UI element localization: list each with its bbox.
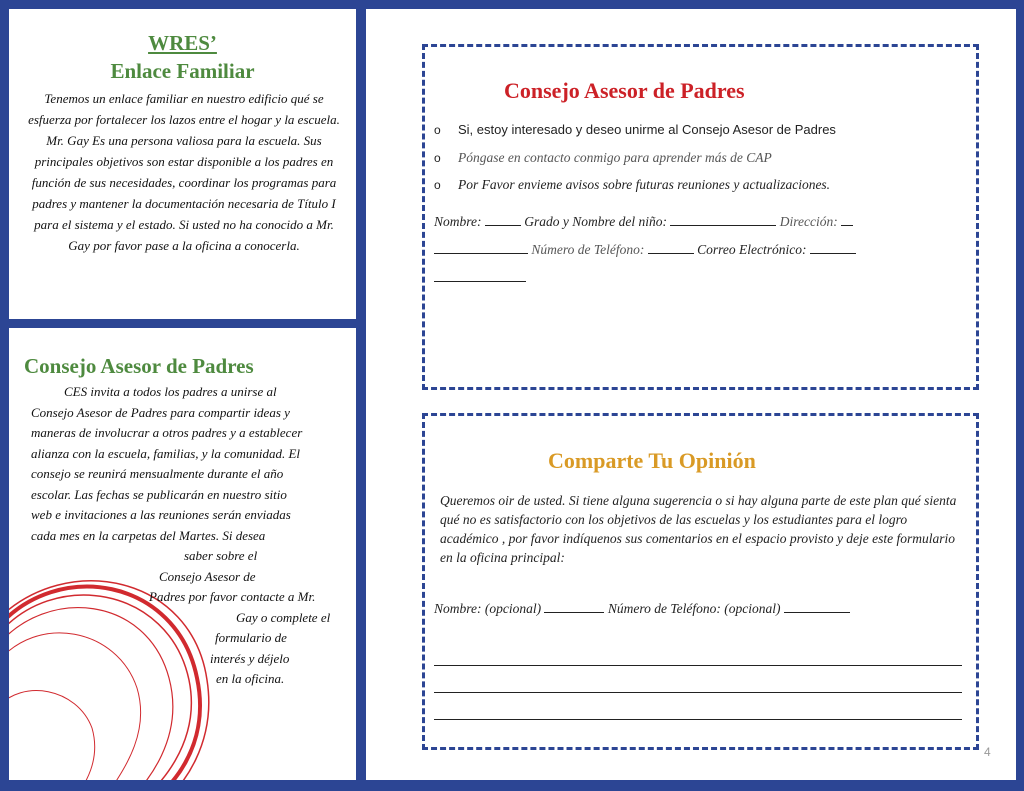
comment-line[interactable] [434,719,962,720]
text-line: web e invitaciones a las reuniones serán enviadas [31,507,291,522]
text-line: interés y déjelo [210,650,290,666]
optional-phone-label: Número de Teléfono: (opcional) [607,601,781,616]
text-line: Consejo Asesor de Padres para compartir ideas y [31,404,290,420]
name-label: Nombre: [434,214,482,229]
text-line: Padres por favor contacte a Mr. [149,589,316,604]
name-field[interactable] [485,211,521,226]
parent-council-form-title: Consejo Asesor de Padres [504,78,745,103]
bullet-icon: o [434,151,441,165]
opinion-form-text: Queremos oir de usted. Si tiene alguna sugerencia o si hay alguna parte de este plan qué sienta qué no es satisfactorio con los objetivos de las escuelas y los estudiantes para el logro académico , por favor indíquenos sus comentarios en el espacio provisto y deje este formulario en la oficina principal: [440,493,957,565]
parent-council-panel [9,328,356,780]
text-line: saber sobre el [184,548,258,563]
page-number: 4 [984,745,991,759]
phone-label: Número de Teléfono: [531,242,645,257]
parent-council-text [31,382,351,690]
address-field-cont[interactable] [434,239,528,254]
parent-council-title: Consejo Asesor de Padres [24,354,254,378]
email-field-cont[interactable] [434,267,526,282]
grade-label: Grado y Nombre del niño: [524,214,667,229]
option-label: Por Favor envieme avisos sobre futuras reuniones y actualizaciones. [458,177,831,192]
text-line: escolar. Las fechas se publicarán en nuestro sitio [31,486,287,502]
text-line: Consejo Asesor de [159,568,256,584]
family-liaison-text: Tenemos un enlace familiar en nuestro edificio qué se esfuerza por fortalecer los lazos entre el hogar y la escuela. Mr. Gay Es una persona valiosa para la escuela. Sus principales objetivos son estar disponible a los padres en función de sus necesidades, coordinar los programas para padres y mantener la documentación necesaria de Título I para el sistema y el estado. Si usted no ha conocido a Mr. Gay por favor pase a la oficina a conocerla. [28,91,340,253]
family-liaison-title [9,29,356,85]
wres-heading: WRES’ [148,31,217,55]
grade-field[interactable] [670,211,776,226]
bullet-icon: o [434,178,441,192]
phone-field[interactable] [648,239,694,254]
opinion-fields [434,598,850,618]
option-label: Si, estoy interesado y deseo unirme al Consejo Asesor de Padres [458,122,836,137]
text-line: maneras de involucrar a otros padres y a establecer [31,425,303,440]
family-liaison-panel [9,9,356,319]
email-field[interactable] [810,239,856,254]
text-line: CES invita a todos los padres a unirse al [64,384,277,399]
option-join-council[interactable] [434,121,836,139]
optional-phone-field[interactable] [784,598,850,613]
text-line: alianza con la escuela, familias, y la comunidad. El [31,445,300,461]
opinion-form-title: Comparte Tu Opinión [548,448,756,473]
option-contact-me[interactable] [434,149,772,167]
optional-name-field[interactable] [544,598,604,613]
parent-council-fields [434,208,914,292]
comment-line[interactable] [434,692,962,693]
email-label: Correo Electrónico: [697,242,807,257]
text-line: Gay o complete el [236,609,331,625]
option-send-notices[interactable] [434,176,830,194]
forms-panel [366,9,1016,780]
address-field[interactable] [841,211,853,226]
comment-line[interactable] [434,665,962,666]
bullet-icon: o [434,123,441,137]
address-label: Dirección: [779,214,838,229]
text-line: formulario de [215,630,287,645]
text-line: en la oficina. [216,671,285,686]
enlace-familiar-heading: Enlace Familiar [110,59,255,83]
optional-name-label: Nombre: (opcional) [434,601,542,616]
text-line: cada mes en la carpetas del Martes. Si desea [31,527,266,543]
option-label: Póngase en contacto conmigo para aprender más de CAP [458,150,772,165]
text-line: consejo se reunirá mensualmente durante el año [31,466,284,481]
